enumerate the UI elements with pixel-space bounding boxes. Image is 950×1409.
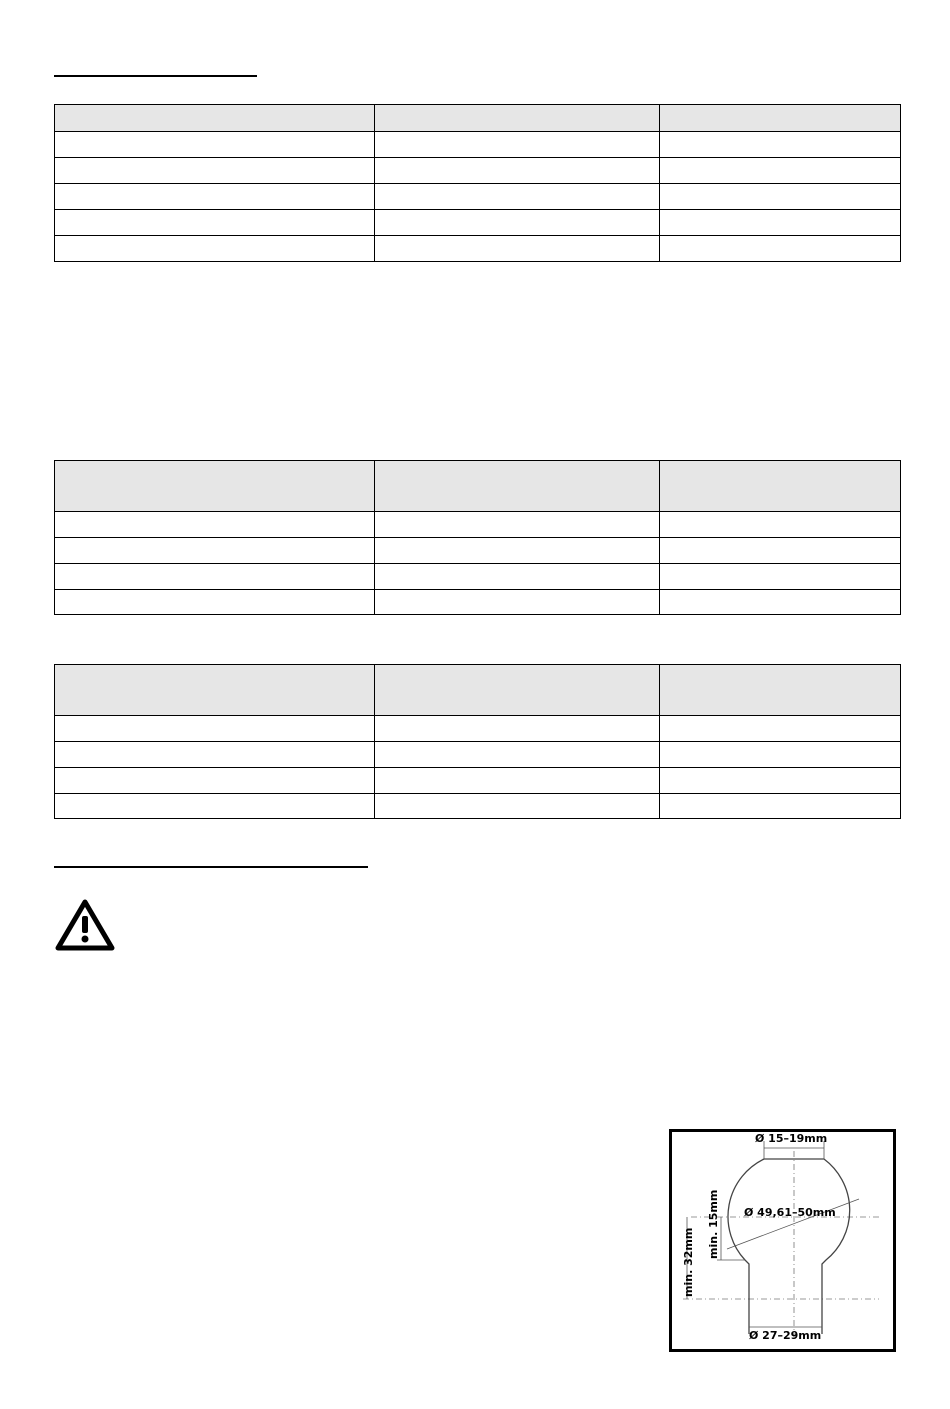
dim-top-hole-text: Ø 15–19mm	[755, 1132, 828, 1145]
table-row	[55, 794, 901, 819]
table-row	[55, 512, 901, 538]
dim-min-32-text: min. 32mm	[682, 1227, 695, 1297]
table-row	[55, 564, 901, 590]
table-row	[55, 236, 901, 262]
dim-neck-diameter-text: Ø 27–29mm	[749, 1329, 822, 1342]
table-2	[54, 460, 901, 615]
section-heading-underline-2	[54, 866, 368, 868]
warning-triangle-icon	[54, 898, 116, 952]
table-row	[55, 742, 901, 768]
table-row	[55, 158, 901, 184]
table-row	[55, 210, 901, 236]
table-row	[55, 184, 901, 210]
table-row	[55, 538, 901, 564]
table-row	[55, 768, 901, 794]
table-3	[54, 664, 901, 819]
tow-ball-dimension-diagram	[669, 1129, 896, 1352]
section-heading-underline-1	[54, 75, 257, 77]
table-row	[55, 132, 901, 158]
table-header-row	[55, 105, 901, 132]
table-header-row	[55, 665, 901, 716]
dim-min-15-text: min. 15mm	[707, 1189, 720, 1259]
table-row	[55, 716, 901, 742]
table-1	[54, 104, 901, 262]
table-header-row	[55, 461, 901, 512]
dim-ball-diameter-text: Ø 49,61–50mm	[744, 1206, 836, 1219]
table-row	[55, 590, 901, 615]
